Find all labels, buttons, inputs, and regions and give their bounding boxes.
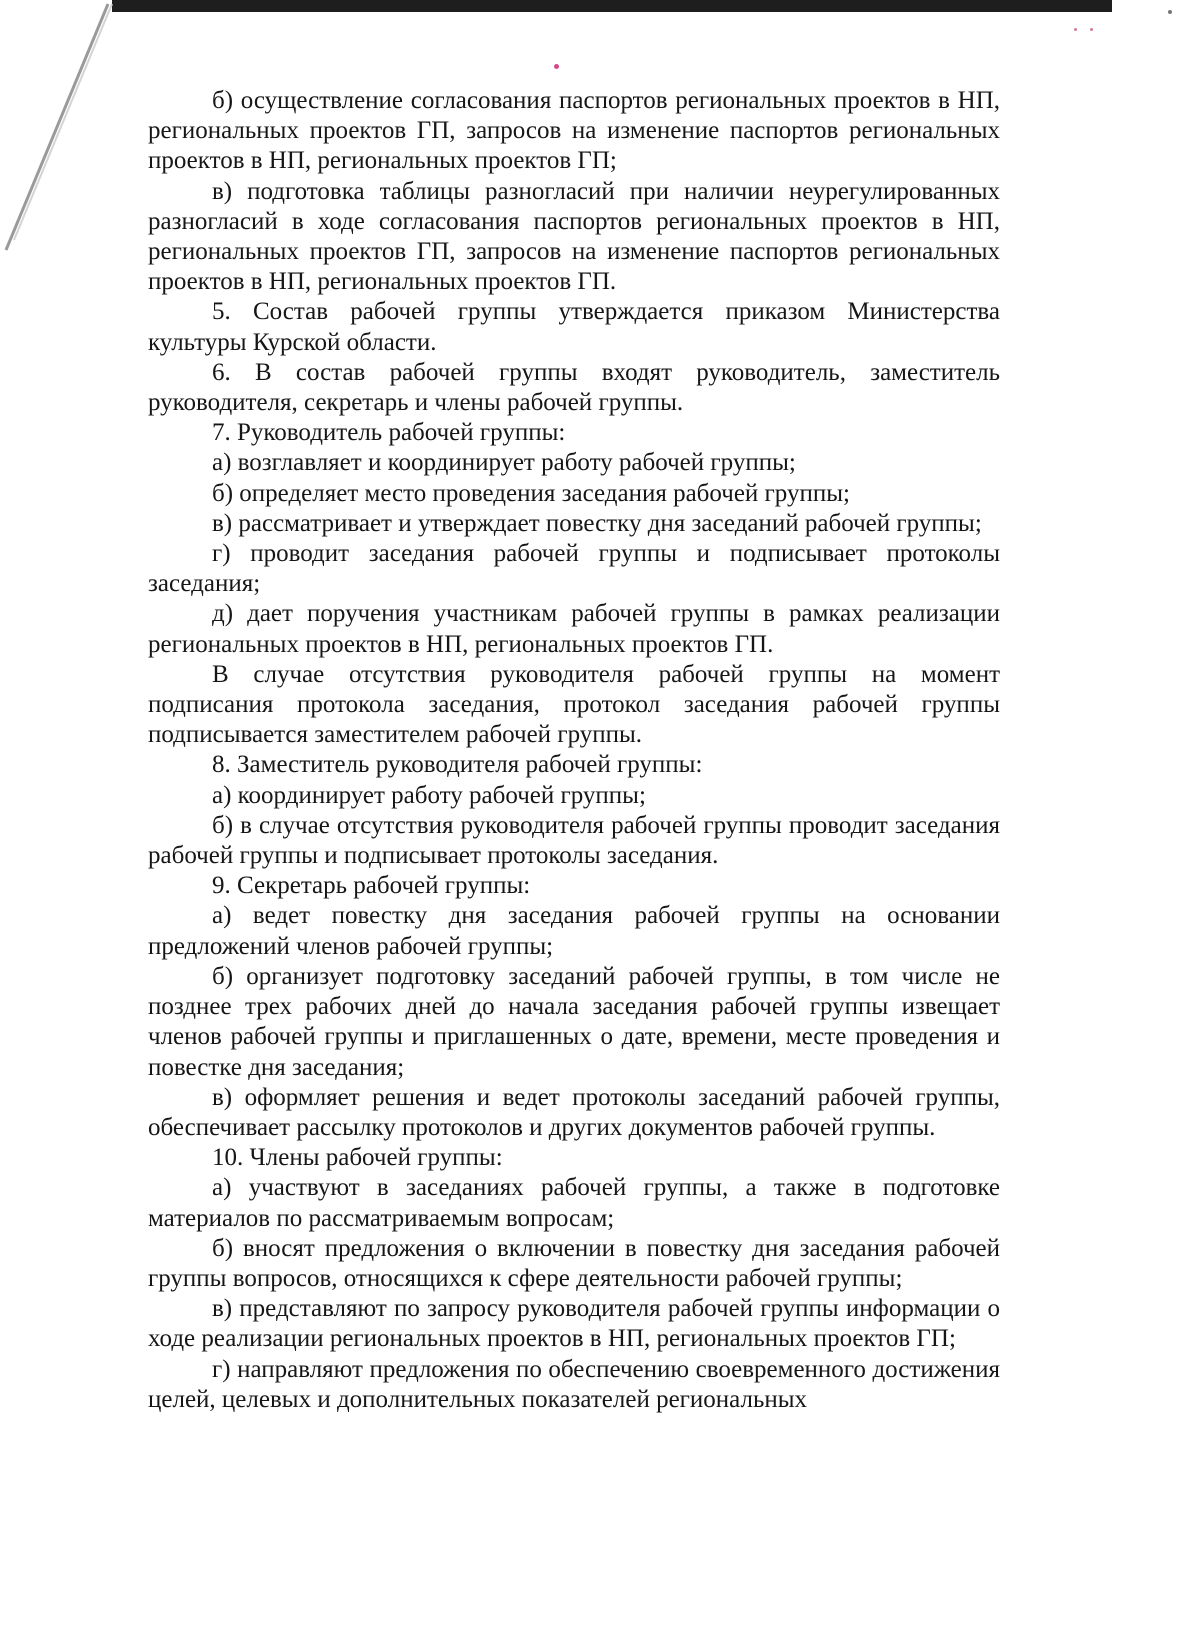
paragraph: б) организует подготовку заседаний рабочей группы, в том числе не позднее трех рабочих дней до начала заседания рабочей группы извещает членов рабочей группы и приглашенных о дате, времени, месте проведения и повестке дня заседания; — [148, 962, 1000, 1081]
paragraph: в) подготовка таблицы разногласий при наличии неурегулированных разногласий в ходе согласования паспортов региональных проектов в НП, региональных проектов ГП, запросов на изменение паспортов региональных проектов в НП, региональных проектов ГП. — [148, 177, 1000, 296]
scan-speck — [554, 64, 559, 69]
paragraph: б) определяет место проведения заседания рабочей группы; — [212, 479, 850, 507]
paragraph: а) ведет повестку дня заседания рабочей группы на основании предложений членов рабочей группы; — [148, 902, 1000, 960]
paragraph: а) возглавляет и координирует работу рабочей группы; — [212, 449, 796, 477]
scan-left-edge — [0, 0, 140, 280]
section-heading: 9. Секретарь рабочей группы: — [212, 872, 531, 900]
paragraph: 6. В состав рабочей группы входят руководитель, заместитель руководителя, секретарь и члены рабочей группы. — [148, 358, 1000, 417]
scan-top-edge — [112, 0, 1112, 12]
section-heading: 10. Члены рабочей группы: — [212, 1144, 503, 1172]
paragraph: в) рассматривает и утверждает повестку дня заседаний рабочей группы; — [212, 509, 982, 537]
paragraph: б) в случае отсутствия руководителя рабочей группы проводит заседания рабочей группы и подписывает протоколы заседания. — [148, 811, 1000, 870]
paragraph: г) направляют предложения по обеспечению своевременного достижения целей, целевых и дополнительных показателей региональных — [148, 1355, 1000, 1413]
paragraph: а) участвуют в заседаниях рабочей группы, а также в подготовке материалов по рассматриваемым вопросам; — [148, 1174, 1000, 1232]
document-body — [148, 86, 1000, 1415]
paragraph: г) проводит заседания рабочей группы и подписывает протоколы заседания; — [148, 540, 1000, 598]
paragraph: б) осуществление согласования паспортов региональных проектов в НП, региональных проектов ГП, запросов на изменение паспортов региональных проектов в НП, региональных проектов ГП; — [148, 87, 1000, 175]
paragraph: д) дает поручения участникам рабочей группы в рамках реализации региональных проектов в НП, региональных проектов ГП. — [148, 600, 1000, 658]
paragraph: В случае отсутствия руководителя рабочей группы на момент подписания протокола заседания, протокол заседания рабочей группы подписывается заместителем рабочей группы. — [148, 660, 1000, 749]
scan-speck — [1090, 28, 1093, 31]
paragraph: 5. Состав рабочей группы утверждается приказом Министерства культуры Курской области. — [148, 298, 1000, 356]
scan-speck — [1074, 28, 1077, 31]
scan-speck — [1168, 10, 1172, 14]
paragraph: в) представляют по запросу руководителя рабочей группы информации о ходе реализации региональных проектов в НП, региональных проектов ГП; — [148, 1295, 1000, 1353]
section-heading: 8. Заместитель руководителя рабочей группы: — [212, 751, 703, 779]
paragraph: а) координирует работу рабочей группы; — [212, 781, 646, 809]
paragraph: в) оформляет решения и ведет протоколы заседаний рабочей группы, обеспечивает рассылку протоколов и других документов рабочей группы. — [148, 1083, 1000, 1141]
section-heading: 7. Руководитель рабочей группы: — [212, 419, 566, 447]
paragraph: б) вносят предложения о включении в повестку дня заседания рабочей группы вопросов, относящихся к сфере деятельности рабочей группы; — [148, 1234, 1000, 1292]
